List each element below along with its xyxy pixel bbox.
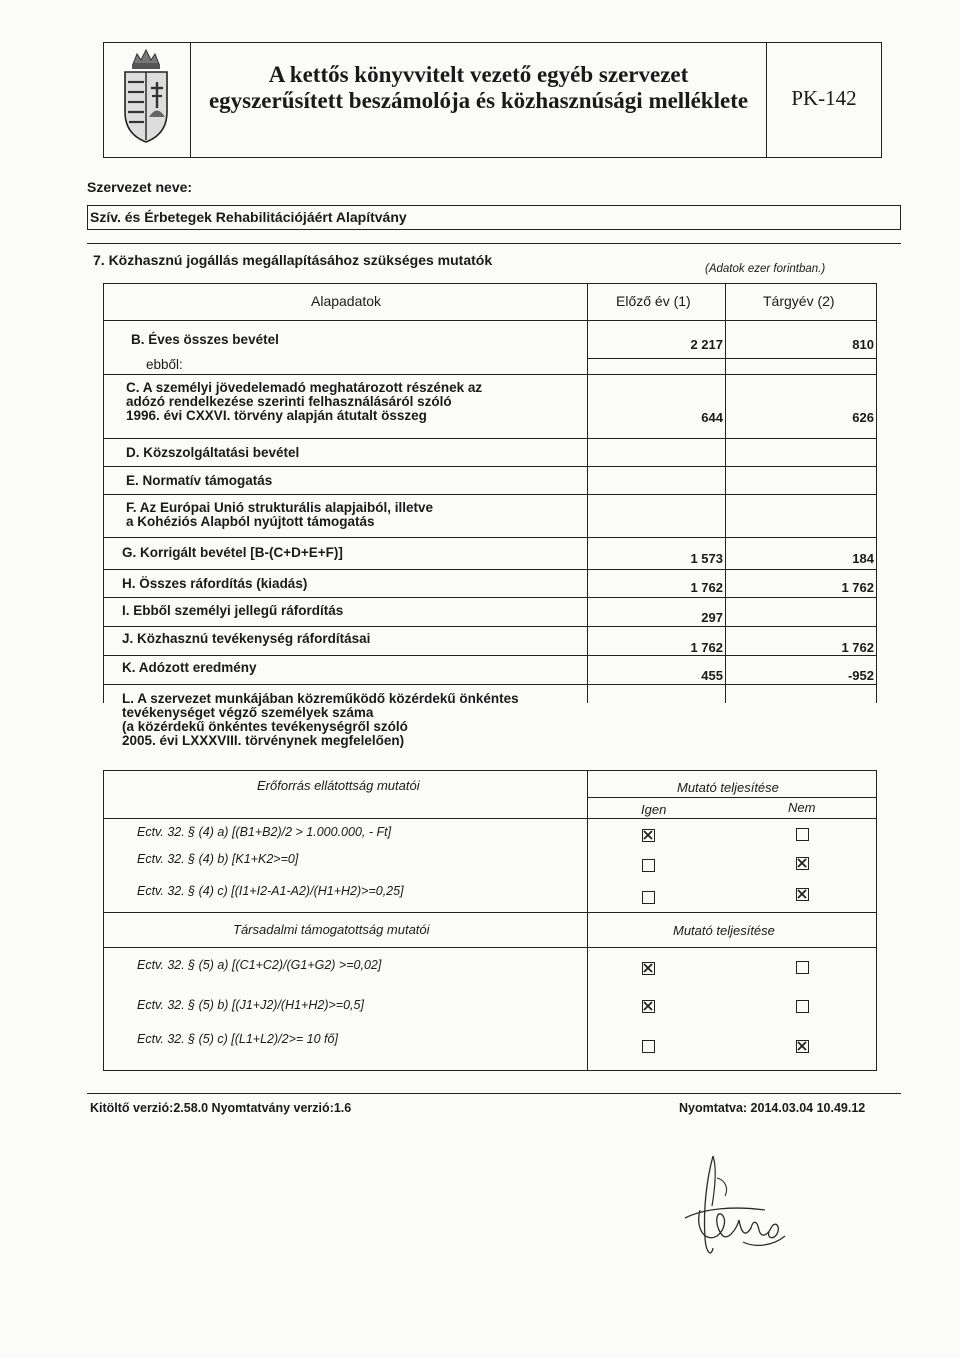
page-title-line1: A kettős könyvvitelt vezető egyéb szervezet (268, 62, 689, 87)
row-c-prev: 644 (701, 410, 723, 425)
ind-right-line (876, 770, 877, 1070)
org-label: Szervezet neve: (87, 179, 193, 195)
row-label-h: H. Összes ráfordítás (kiadás) (122, 576, 308, 591)
row-label-j: J. Közhasznú tevékenység ráfordításai (122, 631, 371, 646)
social-perf-title: Mutató teljesítése (673, 923, 775, 938)
table-col-line-1 (587, 283, 588, 703)
row-line (103, 947, 877, 948)
row-label-e: E. Normatív támogatás (126, 473, 273, 488)
row-label-k: K. Adózott eredmény (122, 660, 257, 675)
res-row-b-label: Ectv. 32. § (4) b) [K1+K2>=0] (137, 852, 299, 866)
row-c-curr: 626 (852, 410, 874, 425)
checkmark-x-icon (643, 830, 653, 840)
col-header-curr: Tárgyév (2) (763, 293, 835, 309)
soc-a-yes-checkbox[interactable] (642, 962, 655, 975)
row-j-curr: 1 762 (841, 640, 874, 655)
row-label-c: C. A személyi jövedelemadó meghatározott részének az adózó rendelkezése szerinti felhasználásáról szóló 1996. évi CXXVI. törvény alapján átutalt összeg (126, 380, 483, 423)
checkmark-x-icon (797, 889, 807, 899)
coat-of-arms-cell (103, 42, 191, 158)
row-line (103, 466, 877, 467)
checkmark-x-icon (643, 1001, 653, 1011)
section-title: 7. Közhasznú jogállás megállapításához szükséges mutatók (93, 252, 493, 268)
table-col-line-2 (725, 283, 726, 703)
soc-row-a-label: Ectv. 32. § (5) a) [(C1+C2)/(G1+G2) >=0,02] (137, 958, 382, 972)
col-header-prev: Előző év (1) (616, 293, 691, 309)
signature (655, 1148, 805, 1268)
res-b-no-checkbox[interactable] (796, 857, 809, 870)
footer-version: Kitöltő verzió:2.58.0 Nyomtatvány verzió:1.6 (90, 1101, 352, 1115)
resources-title: Erőforrás ellátottság mutatói (257, 778, 420, 793)
row-label-f: F. Az Európai Unió strukturális alapjaiból, illetve a Kohéziós Alapból nyújtott támogatás (126, 500, 434, 529)
soc-a-no-checkbox[interactable] (796, 961, 809, 974)
row-line (103, 320, 877, 321)
unit-note: (Adatok ezer forintban.) (705, 263, 826, 275)
res-a-no-checkbox[interactable] (796, 828, 809, 841)
row-line (103, 912, 877, 913)
row-line (103, 684, 877, 685)
row-label-ebbol: ebből: (146, 357, 183, 372)
row-b-curr: 810 (852, 337, 874, 352)
ind-top-line (103, 770, 877, 771)
section-divider (87, 243, 901, 244)
row-line (103, 494, 877, 495)
soc-c-yes-checkbox[interactable] (642, 1040, 655, 1053)
soc-row-c-label: Ectv. 32. § (5) c) [(L1+L2)/2>= 10 fő] (137, 1032, 338, 1046)
row-i-prev: 297 (701, 610, 723, 625)
row-line (103, 438, 877, 439)
row-label-i: I. Ebből személyi jellegű ráfordítás (122, 603, 344, 618)
col-yes: Igen (641, 802, 667, 817)
ind-mid-line (587, 770, 588, 1070)
res-c-yes-checkbox[interactable] (642, 891, 655, 904)
ind-bottom-line (103, 1070, 877, 1071)
form-code: PK-142 (791, 86, 857, 110)
soc-row-b-label: Ectv. 32. § (5) b) [(J1+J2)/(H1+H2)>=0,5] (137, 998, 364, 1012)
row-g-prev: 1 573 (690, 551, 723, 566)
res-b-yes-checkbox[interactable] (642, 859, 655, 872)
row-j-prev: 1 762 (690, 640, 723, 655)
table-right-line (876, 283, 877, 703)
col-header-base: Alapadatok (311, 293, 382, 309)
row-line (587, 358, 877, 359)
row-label-g: G. Korrigált bevétel [B-(C+D+E+F)] (122, 545, 343, 560)
row-g-curr: 184 (852, 551, 874, 566)
row-label-b: B. Éves összes bevétel (131, 332, 279, 347)
row-label-l: L. A szervezet munkájában közreműködő közérdekű önkéntes tevékenységet végző személyek száma (a közérdekű önkéntes tevékenységről szóló 2005. évi LXXXVIII. törvénynek megfelelően) (122, 691, 519, 748)
row-line (103, 626, 877, 627)
res-row-c-label: Ectv. 32. § (4) c) [(I1+I2-A1-A2)/(H1+H2)>=0,25] (137, 884, 404, 898)
checkmark-x-icon (797, 858, 807, 868)
row-line (103, 537, 877, 538)
footer-printed: Nyomtatva: 2014.03.04 10.49.12 (679, 1101, 866, 1115)
org-name: Szív. és Érbetegek Rehabilitációjáért Alapítvány (90, 209, 407, 225)
page-title-line2: egyszerűsített beszámolója és közhasznúsági melléklete (208, 88, 749, 113)
col-no: Nem (788, 800, 816, 815)
checkmark-x-icon (643, 963, 653, 973)
res-a-yes-checkbox[interactable] (642, 829, 655, 842)
checkmark-x-icon (797, 1041, 807, 1051)
row-line (103, 597, 877, 598)
res-row-a-label: Ectv. 32. § (4) a) [(B1+B2)/2 > 1.000.000, - Ft] (137, 825, 392, 839)
row-k-prev: 455 (701, 668, 723, 683)
table-left-line (103, 283, 104, 703)
row-line (103, 374, 877, 375)
resources-perf-title: Mutató teljesítése (677, 780, 779, 795)
soc-b-no-checkbox[interactable] (796, 1000, 809, 1013)
social-title: Társadalmi támogatottság mutatói (233, 922, 430, 937)
soc-b-yes-checkbox[interactable] (642, 1000, 655, 1013)
coat-of-arms-icon (103, 42, 189, 156)
table-top-line (103, 283, 877, 284)
page-title (191, 62, 766, 114)
row-h-prev: 1 762 (690, 580, 723, 595)
row-b-prev: 2 217 (690, 337, 723, 352)
perf-sub-line (587, 797, 877, 798)
footer-divider (87, 1093, 901, 1094)
soc-c-no-checkbox[interactable] (796, 1040, 809, 1053)
ind-left-line (103, 770, 104, 1070)
row-line (103, 818, 877, 819)
row-line (103, 569, 877, 570)
row-h-curr: 1 762 (841, 580, 874, 595)
res-c-no-checkbox[interactable] (796, 888, 809, 901)
row-label-d: D. Közszolgáltatási bevétel (126, 445, 300, 460)
row-line (103, 655, 877, 656)
row-k-curr: -952 (847, 668, 874, 683)
